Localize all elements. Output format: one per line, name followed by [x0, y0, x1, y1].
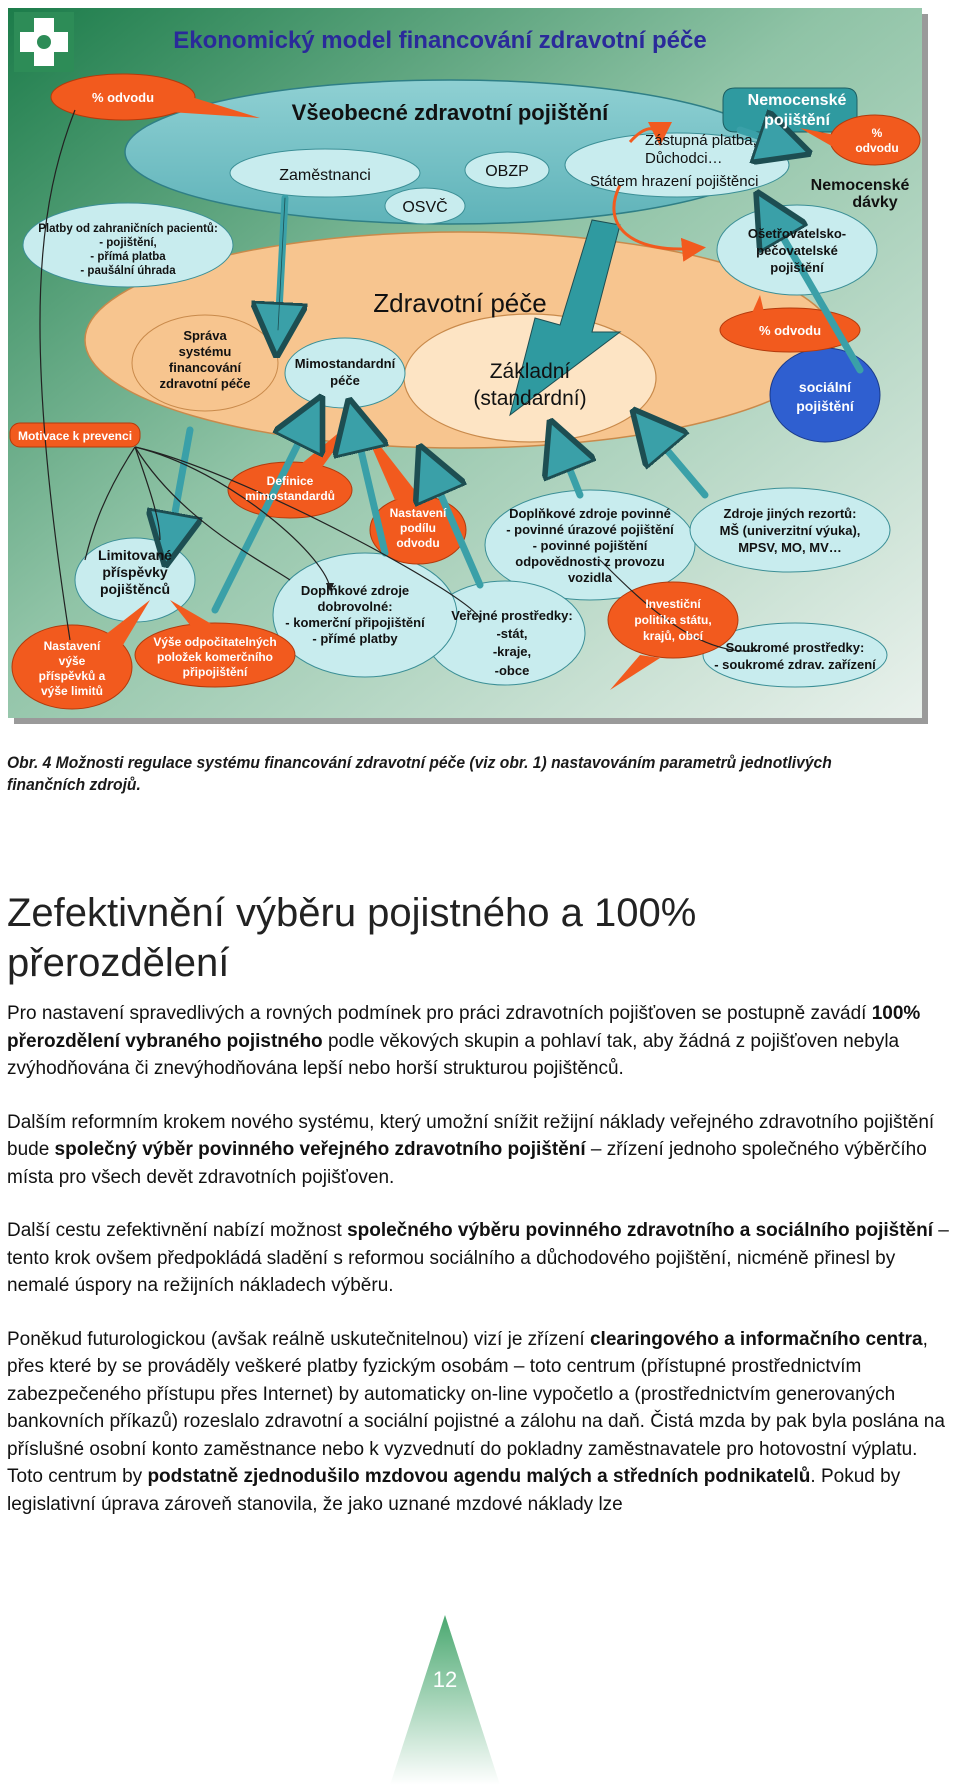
osvc-label: OSVČ — [402, 199, 448, 216]
admin-line-3: financování — [168, 360, 242, 375]
p3-text-a: Další cestu zefektivnění nabízí možnost — [7, 1220, 348, 1241]
odvodu-small-line-2: odvodu — [855, 141, 899, 155]
heading-line-2: přerozdělení — [7, 941, 230, 985]
foreign-line-1: Platby od zahraničních pacientů: — [38, 223, 218, 235]
private-line-1: Soukromé prostředky: — [725, 640, 865, 655]
limited-line-2: příspěvky — [102, 564, 168, 580]
odvodu-mid-label: % odvodu — [758, 323, 822, 338]
section-heading — [7, 888, 907, 988]
sickness-ins-line-1: Nemocenské — [747, 92, 847, 109]
voluntary-line-3: - komerční připojištění — [285, 615, 425, 630]
financing-model-diagram — [0, 0, 960, 740]
page-number-triangle — [390, 1615, 500, 1785]
admin-line-2: systému — [178, 344, 232, 359]
limits-line-2: výše — [58, 654, 86, 668]
public-line-4: -obce — [494, 663, 530, 678]
foreign-line-2: - pojištění, — [99, 237, 157, 249]
nonstandard-line-1: Mimostandardní — [294, 356, 396, 371]
voluntary-line-2: dobrovolné: — [317, 599, 393, 614]
substitute-line-3: Státem hrazení pojištěnci — [590, 173, 759, 190]
limits-line-3: příspěvků a — [38, 669, 106, 683]
limited-line-3: pojištěnců — [99, 581, 171, 597]
basic-care-line-1: Základní — [489, 360, 571, 383]
p1-bold: 100% přerozdělení vybraného pojistného — [7, 1003, 921, 1052]
nursing-line-1: Ošetřovatelsko- — [747, 226, 847, 241]
logo-cross-icon — [14, 12, 74, 72]
p1-text-a: Pro nastavení spravedlivých a rovných podmínek pro práci zdravotních pojišťoven se postupně zavádí — [7, 1003, 872, 1024]
sickness-ins-line-2: pojištění — [764, 112, 830, 129]
podilu-line-2: podílu — [400, 521, 436, 535]
deductible-line-2: položek komerčního — [156, 650, 274, 664]
investment-line-3: krajů, obcí — [642, 629, 704, 643]
nursing-line-3: pojištění — [770, 260, 824, 275]
paragraph-4 — [7, 1326, 957, 1519]
limited-line-1: Limitované — [98, 547, 172, 563]
figure-caption: Obr. 4 Možnosti regulace systému financování zdravotní péče (viz obr. 1) nastavováním parametrů jednotlivých finančních zdrojů. — [7, 753, 832, 794]
insurance-label: Všeobecné zdravotní pojištění — [291, 100, 609, 125]
sickness-benefits-line-2: dávky — [852, 194, 898, 211]
mandatory-line-2: - povinné úrazové pojištění — [506, 522, 674, 537]
nonstandard-line-2: péče — [330, 373, 360, 388]
care-label: Zdravotní péče — [373, 288, 547, 318]
p4-text-c: , přes které by se prováděly veškeré platby fyzickým osobám – toto centrum (přístupné prostřednictvím zabezpečeného přístupu přes Internet) by automaticky on-line vypočetlo a (prostřednictvím generovaných bankovních příkazů) rozeslalo zdravotní a sociální pojistné a zálohu na daň. Čistá mzda by pak byla poslána na příslušné osobní konto zaměstnance nebo k vyzvednutí do pokladny zaměstnavatele pro hotovostní výplatu. Toto centrum by — [7, 1328, 945, 1487]
sickness-benefits-line-1: Nemocenské — [810, 177, 910, 194]
public-line-1: Veřejné prostředky: — [451, 608, 573, 623]
mandatory-line-5: vozidla — [567, 570, 613, 585]
p4-text-a: Poněkud futurologickou (avšak reálně uskutečnitelnou) vizí je zřízení — [7, 1328, 590, 1350]
paragraph-2 — [7, 1109, 957, 1192]
p4-bold-1: clearingového a informačního centra — [589, 1328, 923, 1350]
social-line-1: sociální — [798, 379, 852, 395]
basic-care-line-2: (standardní) — [473, 387, 587, 410]
departments-line-2: MŠ (univerzitní výuka), — [719, 523, 861, 538]
social-insurance-circle — [770, 348, 880, 442]
odvodu-small-line-1: % — [871, 126, 883, 140]
podilu-line-1: Nastavení — [389, 506, 447, 520]
departments-line-3: MPSV, MO, MV… — [738, 540, 842, 555]
nursing-line-2: pečovatelské — [756, 243, 838, 258]
mandatory-line-3: - povinné pojištění — [532, 538, 648, 553]
motivace-label: Motivace k prevenci — [17, 429, 133, 443]
employees-label: Zaměstnanci — [279, 167, 371, 184]
obzp-label: OBZP — [485, 163, 529, 180]
mandatory-line-4: odpovědnosti z provozu — [515, 554, 665, 569]
foreign-line-4: - paušální úhrada — [80, 265, 176, 277]
admin-line-1: Správa — [183, 328, 227, 343]
paragraph-1 — [7, 1000, 957, 1083]
social-line-2: pojištění — [796, 398, 854, 414]
investment-line-2: politika státu, — [634, 613, 712, 627]
limits-line-4: výše limitů — [40, 684, 104, 698]
p2-text-a: Dalším reformním krokem nového systému, který umožní snížit režijní náklady veřejného zdravotního pojištění bude — [7, 1111, 935, 1160]
p4-bold-2: podstatně zjednodušilo mzdovou agendu malých a středních podnikatelů — [147, 1466, 811, 1487]
foreign-line-3: - přímá platba — [90, 251, 166, 263]
p1-text-c: podle věkových skupin a pohlaví tak, aby žádná z pojišťoven nebyla zvýhodňována či znevýhodňována lepší nebo horší strukturou pojištěnců. — [7, 1030, 900, 1079]
diagram-title: Ekonomický model financování zdravotní péče — [173, 27, 707, 54]
deductible-line-1: Výše odpočitatelných — [153, 635, 277, 649]
voluntary-line-4: - přímé platby — [312, 631, 398, 646]
page-number: 12 — [432, 1667, 458, 1692]
definice-line-2: mimostandardů — [244, 489, 336, 503]
definice-line-1: Definice — [266, 474, 314, 488]
podilu-line-3: odvodu — [396, 536, 440, 550]
body-text — [7, 1000, 957, 1544]
p2-text-c: – zřízení jednoho společného výběrčího místa pro všech devět zdravotních pojišťoven. — [7, 1139, 927, 1188]
p2-bold: společný výběr povinného veřejného zdravotního pojištění — [54, 1139, 586, 1160]
odvodu-label-top: % odvodu — [91, 90, 155, 105]
limits-line-1: Nastavení — [43, 639, 101, 653]
p4-text-e: . Pokud by legislativní úprava zároveň stanovila, že jako uznané mzdové náklady lze — [7, 1466, 901, 1515]
p3-bold: společného výběru povinného zdravotního a sociálního pojištění — [347, 1220, 933, 1241]
mandatory-line-1: Doplňkové zdroje povinné — [509, 506, 671, 521]
voluntary-line-1: Doplňkové zdroje — [300, 583, 410, 598]
deductible-line-3: připojištění — [182, 665, 248, 679]
public-line-2: -stát, — [496, 626, 528, 641]
p3-text-c: – tento krok ovšem předpokládá sladění s reformou sociálního a důchodového pojištění, nicméně přinesl by nemalé úspory na režijních nákladech výběru. — [7, 1220, 949, 1296]
substitute-line-1: Zástupná platba, — [645, 132, 757, 149]
private-line-2: - soukromé zdrav. zařízení — [714, 657, 876, 672]
substitute-line-2: Důchodci… — [645, 150, 723, 167]
paragraph-3 — [7, 1217, 957, 1300]
public-line-3: -kraje, — [492, 644, 532, 659]
heading-line-1: Zefektivnění výběru pojistného a 100% — [7, 891, 697, 935]
departments-line-1: Zdroje jiných rezortů: — [723, 506, 857, 521]
admin-line-4: zdravotní péče — [159, 376, 251, 391]
investment-line-1: Investiční — [645, 597, 701, 611]
